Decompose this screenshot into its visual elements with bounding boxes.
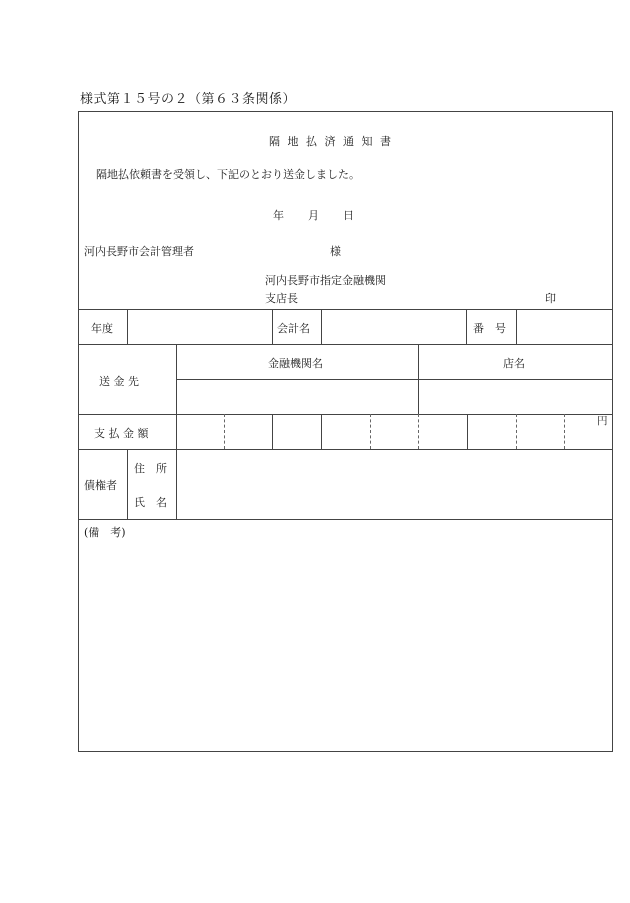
date-year-label: 年 <box>273 209 284 222</box>
sender-bank: 河内長野市指定金融機関 <box>265 274 386 287</box>
remittance-label: 送 金 先 <box>99 375 139 388</box>
addressee-honorific: 様 <box>330 245 341 258</box>
form-code: 様式第１５号の２（第６３条関係） <box>80 92 297 107</box>
creditor-address-label: 住 所 <box>134 462 167 475</box>
digit-divider <box>418 414 419 449</box>
rule-remittance-bottom <box>78 414 613 415</box>
account-name-label: 会計名 <box>277 322 310 335</box>
number-label: 番 号 <box>473 322 506 335</box>
divider-number-label <box>466 309 467 344</box>
digit-divider <box>272 414 273 449</box>
payment-amount-label: 支 払 金 額 <box>94 427 149 440</box>
rule-remittance-mid <box>176 379 613 380</box>
rule-row1-top <box>78 309 613 310</box>
divider-bank-branch <box>418 344 419 414</box>
remarks-label: (備 考) <box>84 526 126 539</box>
divider-creditor-label <box>127 449 128 519</box>
bank-name-label: 金融機関名 <box>268 357 323 370</box>
branch-name-label: 店名 <box>503 357 525 370</box>
date-day-label: 日 <box>343 209 354 222</box>
digit-divider <box>370 414 371 449</box>
seal-mark: 印 <box>545 292 556 305</box>
digit-divider <box>564 414 565 449</box>
digit-divider <box>516 414 517 449</box>
divider-left-labels <box>176 344 177 519</box>
divider-year <box>127 309 128 344</box>
addressee: 河内長野市会計管理者 <box>84 245 194 258</box>
creditor-label: 債権者 <box>84 479 117 492</box>
digit-divider <box>467 414 468 449</box>
digit-divider <box>224 414 225 449</box>
rule-row1-bottom <box>78 344 613 345</box>
creditor-name-label: 氏 名 <box>134 496 167 509</box>
sender-branch: 支店長 <box>265 292 298 305</box>
yen-unit: 円 <box>597 415 608 427</box>
notice-body-text: 隔地払依頼書を受領し、下記のとおり送金しました。 <box>96 168 360 181</box>
divider-account-label <box>272 309 273 344</box>
date-month-label: 月 <box>308 209 319 222</box>
form-title: 隔 地 払 済 通 知 書 <box>269 135 393 148</box>
divider-number-field <box>516 309 517 344</box>
divider-account-field <box>321 309 322 344</box>
digit-divider <box>321 414 322 449</box>
rule-creditor-bottom <box>78 519 613 520</box>
fiscal-year-label: 年度 <box>91 322 113 335</box>
rule-payment-bottom <box>78 449 613 450</box>
